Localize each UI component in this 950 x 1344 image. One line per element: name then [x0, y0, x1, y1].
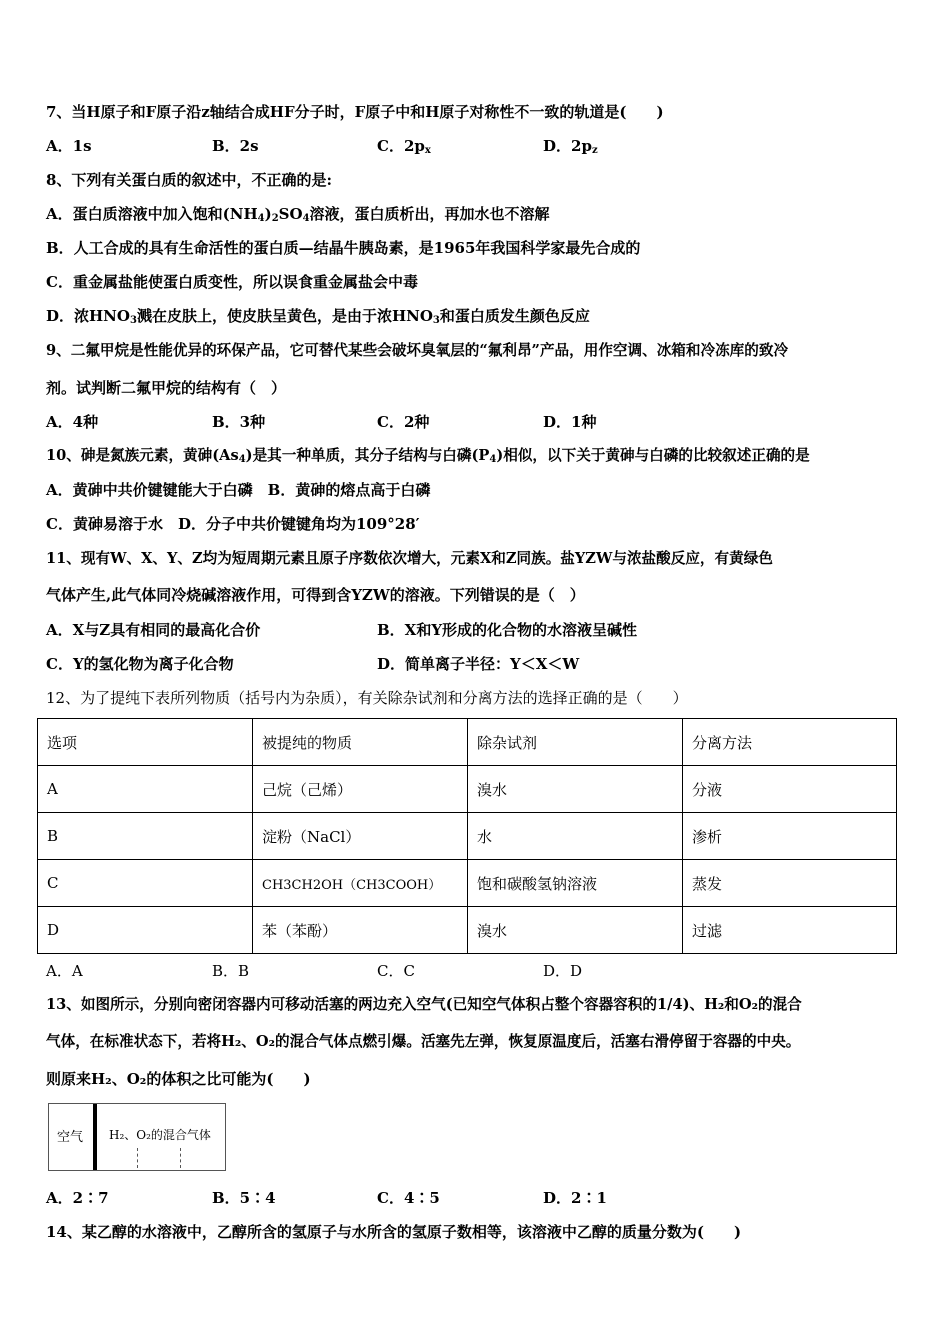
- table-cell: 溴水: [468, 766, 683, 813]
- table-header-row: [38, 719, 897, 766]
- table-header-cell: 被提纯的物质: [253, 719, 468, 766]
- q11-option-a: A．X与Z具有相同的最高化合价: [46, 621, 261, 639]
- table-cell: C: [38, 860, 253, 907]
- q7-option-a: A．1s: [46, 137, 92, 155]
- q13-stem-line2: 气体，在标准状态下，若将H₂、O₂的混合气体点燃引爆。活塞先左弹，恢复原温度后，活塞右滑停留于容器的中央。: [46, 1033, 801, 1050]
- q9-option-d: D．1种: [543, 413, 597, 431]
- table-row: [38, 813, 897, 860]
- table-cell: 饱和碳酸氢钠溶液: [468, 860, 683, 907]
- table-header-cell: 分离方法: [683, 719, 897, 766]
- table-cell: 水: [468, 813, 683, 860]
- q12-option-c: C．C: [377, 962, 415, 980]
- table-header-cell: 选项: [38, 719, 253, 766]
- q14-stem: 14、某乙醇的水溶液中，乙醇所含的氢原子与水所含的氢原子数相等，该溶液中乙醇的质量分数为( ): [46, 1223, 742, 1241]
- table-cell: 溴水: [468, 907, 683, 954]
- container-diagram: [48, 1103, 226, 1171]
- table-cell: 淀粉（NaCl）: [253, 813, 468, 860]
- q11-option-d: D．简单离子半径：Y＜X＜W: [377, 655, 580, 673]
- q13-option-b: B．5∶4: [212, 1189, 276, 1207]
- table-cell: 己烷（己烯）: [253, 766, 468, 813]
- table-cell: 渗析: [683, 813, 897, 860]
- air-label: 空气: [57, 1130, 84, 1145]
- q10-options-ab: A．黄砷中共价键键能大于白磷 B．黄砷的熔点高于白磷: [46, 481, 431, 499]
- q9-option-c: C．2种: [377, 413, 430, 431]
- table-row: [38, 766, 897, 813]
- table-row: [38, 907, 897, 954]
- q10-options-cd: C．黄砷易溶于水 D．分子中共价键键角均为109°28′: [46, 515, 420, 533]
- q8-option-a: A．蛋白质溶液中加入饱和$(NH_4)_2SO_4$溶液，蛋白质析出，再加水也不溶解: [46, 205, 550, 224]
- table-cell: 苯（苯酚）: [253, 907, 468, 954]
- q8-option-b: B．人工合成的具有生命活性的蛋白质—结晶牛胰岛素，是1965年我国科学家最先合成的: [46, 239, 641, 257]
- q10-stem: 10、砷是氮族元素，黄砷$(As_4)$是其一种单质，其分子结构与白磷$(P_4)$相似，以下关于黄砷与白磷的比较叙述正确的是: [46, 447, 810, 465]
- piston: [93, 1104, 97, 1170]
- q7-option-b: B．2s: [212, 137, 259, 155]
- q8-option-d: D．浓$HNO_3$溅在皮肤上，使皮肤呈黄色，是由于浓$HNO_3$和蛋白质发生颜色反应: [46, 307, 590, 326]
- q9-option-a: A．4种: [46, 413, 99, 431]
- gas-mixture-label: H₂、O₂的混合气体: [109, 1128, 211, 1142]
- q13-option-c: C．4∶5: [377, 1189, 440, 1207]
- q13-stem-line3: 则原来H₂、O₂的体积之比可能为( ): [46, 1070, 311, 1088]
- q8-option-c: C．重金属盐能使蛋白质变性，所以误食重金属盐会中毒: [46, 273, 418, 291]
- q13-stem-line1: 13、如图所示，分别向密闭容器内可移动活塞的两边充入空气(已知空气体积占整个容器容积的1/4)、H₂和O₂的混合: [46, 996, 802, 1013]
- table-cell: 分液: [683, 766, 897, 813]
- q13-option-a: A．2∶7: [46, 1189, 109, 1207]
- table-cell: CH3CH2OH（CH3COOH）: [253, 860, 468, 907]
- q9-option-b: B．3种: [212, 413, 266, 431]
- dashed-line: [180, 1148, 181, 1168]
- table-cell: A: [38, 766, 253, 813]
- q9-stem-line2: 剂。试判断二氟甲烷的结构有（ ）: [46, 379, 287, 397]
- q9-stem-line1: 9、二氟甲烷是性能优异的环保产品，它可替代某些会破坏臭氧层的“氟利昂”产品，用作空调、冰箱和冷冻库的致冷: [46, 342, 789, 359]
- q7-option-d: D．$2p_z$: [543, 137, 598, 156]
- q12-table: [37, 718, 897, 954]
- table-cell: 过滤: [683, 907, 897, 954]
- q12-option-b: B．B: [212, 962, 250, 980]
- q8-stem: 8、下列有关蛋白质的叙述中，不正确的是:: [46, 171, 332, 189]
- table-header-cell: 除杂试剂: [468, 719, 683, 766]
- q7-option-c: C．$2p_x$: [377, 137, 431, 156]
- dashed-line: [137, 1148, 138, 1168]
- table-cell: 蒸发: [683, 860, 897, 907]
- q11-stem-line2: 气体产生,此气体同冷烧碱溶液作用，可得到含YZW的溶液。下列错误的是（ ）: [46, 586, 585, 604]
- table-cell: D: [38, 907, 253, 954]
- q12-option-a: A．A: [46, 962, 83, 980]
- q13-option-d: D．2∶1: [543, 1189, 607, 1207]
- q12-stem: 12、为了提纯下表所列物质（括号内为杂质），有关除杂试剂和分离方法的选择正确的是（ ）: [46, 689, 688, 707]
- q7-stem: 7、当H原子和F原子沿z轴结合成HF分子时，F原子中和H原子对称性不一致的轨道是( ): [46, 103, 664, 121]
- q12-option-d: D．D: [543, 962, 583, 980]
- table-row: [38, 860, 897, 907]
- q11-option-b: B．X和Y形成的化合物的水溶液呈碱性: [377, 621, 638, 639]
- q11-option-c: C．Y的氢化物为离子化合物: [46, 655, 234, 673]
- table-cell: B: [38, 813, 253, 860]
- q11-stem-line1: 11、现有W、X、Y、Z均为短周期元素且原子序数依次增大，元素X和Z同族。盐YZW与浓盐酸反应，有黄绿色: [46, 550, 773, 567]
